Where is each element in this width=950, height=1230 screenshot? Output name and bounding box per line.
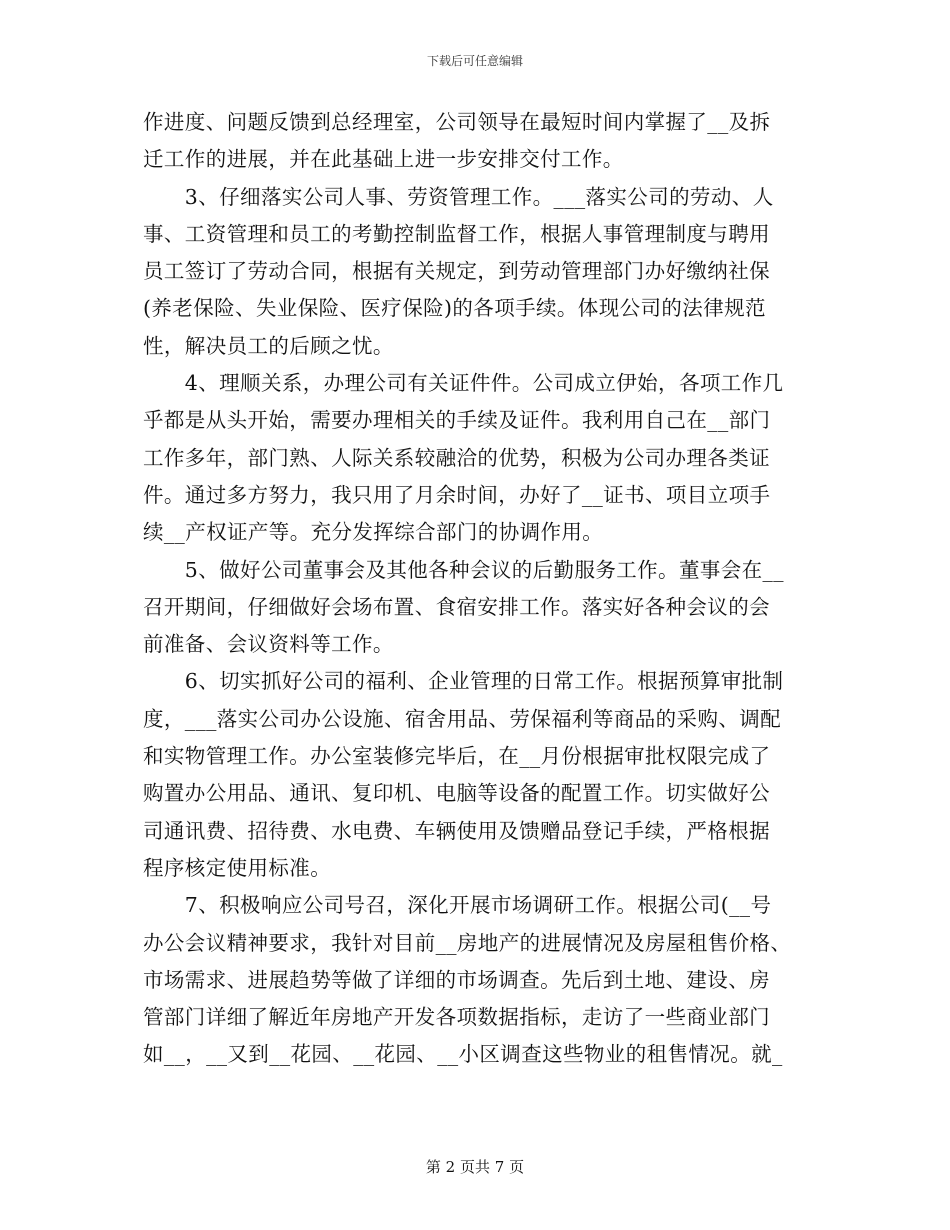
page-header: 下载后可任意编辑 xyxy=(426,54,523,68)
page-footer: 第 2 页共 7 页 xyxy=(425,1158,525,1176)
body-line: 3、仔细落实公司人事、劳资管理工作。___落实公司的劳动、人 xyxy=(143,184,774,209)
body-line: 购置办公用品、通讯、复印机、电脑等设备的配置工作。切实做好公 xyxy=(143,781,770,806)
body-line: 乎都是从头开始，需要办理相关的手续及证件。我利用自己在__部门 xyxy=(143,408,771,433)
body-line: 司通讯费、招待费、水电费、车辆使用及馈赠品登记手续，严格根据 xyxy=(143,818,770,843)
body-line: 作进度、问题反馈到总经理室，公司领导在最短时间内掌握了__及拆 xyxy=(143,110,771,134)
body-line: 管部门详细了解近年房地产开发各项数据指标，走访了一些商业部门 xyxy=(143,1005,770,1030)
body-line: 和实物管理工作。办公室装修完毕后，在__月份根据审批权限完成了 xyxy=(143,744,771,769)
body-line: 件。通过多方努力，我只用了月余时间，办好了__证书、项目立项手 xyxy=(143,482,771,507)
body-line: 6、切实抓好公司的福利、企业管理的日常工作。根据预算审批制 xyxy=(143,669,784,694)
body-line: 员工签订了劳动合同，根据有关规定，到劳动管理部门办好缴纳社保 xyxy=(143,259,770,284)
body-line: 4、理顺关系，办理公司有关证件件。公司成立伊始，各项工作几 xyxy=(143,371,784,396)
body-line: 迁工作的进展，并在此基础上进一步安排交付工作。 xyxy=(143,147,624,172)
body-line: 5、做好公司董事会及其他各种会议的后勤服务工作。董事会在__ xyxy=(143,557,784,582)
body-line: 召开期间，仔细做好会场布置、食宿安排工作。落实好各种会议的会 xyxy=(143,594,770,619)
body-line: 性，解决员工的后顾之忧。 xyxy=(143,333,394,358)
body-line: 程序核定使用标准。 xyxy=(143,855,332,880)
body-line: 前准备、会议资料等工作。 xyxy=(143,632,394,657)
document-body xyxy=(143,104,807,1074)
body-line: 7、积极响应公司号召，深化开展市场调研工作。根据公司(__号 xyxy=(143,893,772,918)
body-line: 市场需求、进展趋势等做了详细的市场调查。先后到土地、建设、房 xyxy=(143,967,770,992)
body-line: 办公会议精神要求，我针对目前__房地产的进展情况及房屋租售价格、 xyxy=(143,930,792,955)
body-line: (养老保险、失业保险、医疗保险)的各项手续。体现公司的法律规范 xyxy=(143,296,766,321)
body-line: 度，___落实公司办公设施、宿舍用品、劳保福利等商品的采购、调配 xyxy=(143,706,782,731)
body-line: 工作多年，部门熟、人际关系较融洽的优势，积极为公司办理各类证 xyxy=(143,445,770,470)
body-line: 如__，__又到__花园、__花园、__小区调查这些物业的租售情况。就_ xyxy=(143,1042,783,1067)
body-line: 续__产权证产等。充分发挥综合部门的协调作用。 xyxy=(143,520,604,545)
body-line: 事、工资管理和员工的考勤控制监督工作，根据人事管理制度与聘用 xyxy=(143,221,770,246)
